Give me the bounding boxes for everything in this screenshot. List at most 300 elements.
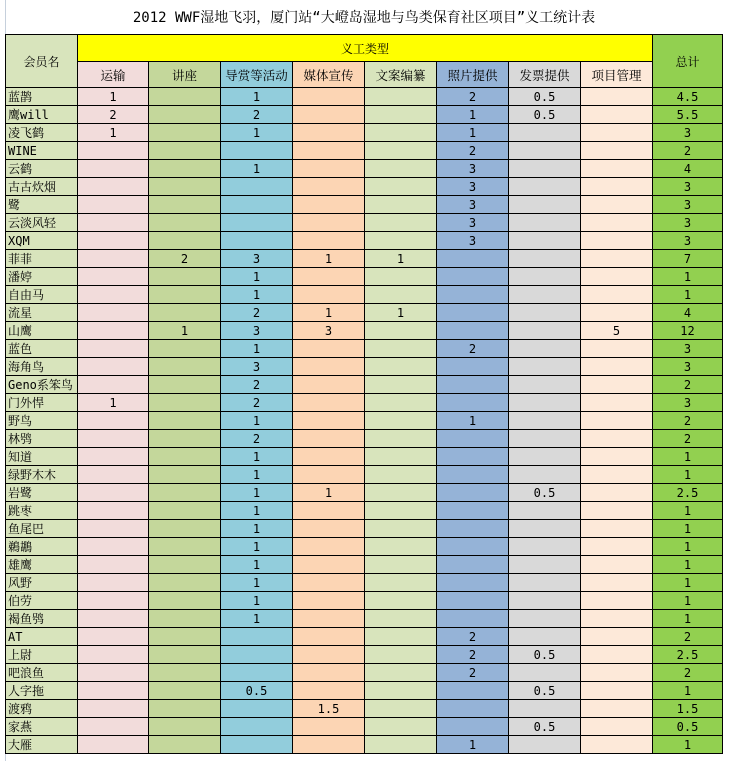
value-cell[interactable]	[78, 466, 149, 484]
value-cell[interactable]	[509, 394, 581, 412]
value-cell[interactable]	[437, 592, 509, 610]
value-cell[interactable]	[149, 394, 221, 412]
header-type-3[interactable]: 媒体宣传	[293, 62, 365, 88]
member-name-cell[interactable]: WINE	[6, 142, 78, 160]
value-cell[interactable]: 1.5	[293, 700, 365, 718]
header-type-7[interactable]: 项目管理	[581, 62, 653, 88]
value-cell[interactable]	[365, 592, 437, 610]
value-cell[interactable]	[293, 376, 365, 394]
value-cell[interactable]	[509, 700, 581, 718]
total-cell[interactable]: 3	[653, 196, 723, 214]
value-cell[interactable]	[78, 214, 149, 232]
value-cell[interactable]: 1	[221, 592, 293, 610]
value-cell[interactable]	[149, 592, 221, 610]
value-cell[interactable]	[437, 250, 509, 268]
member-name-cell[interactable]: 蓝色	[6, 340, 78, 358]
value-cell[interactable]: 1	[221, 484, 293, 502]
member-name-cell[interactable]: 伯劳	[6, 592, 78, 610]
value-cell[interactable]	[78, 376, 149, 394]
value-cell[interactable]	[581, 430, 653, 448]
value-cell[interactable]	[149, 376, 221, 394]
value-cell[interactable]: 1	[221, 412, 293, 430]
value-cell[interactable]	[221, 232, 293, 250]
value-cell[interactable]	[149, 484, 221, 502]
value-cell[interactable]	[365, 520, 437, 538]
member-name-cell[interactable]: 上尉	[6, 646, 78, 664]
value-cell[interactable]	[149, 448, 221, 466]
value-cell[interactable]: 1	[221, 574, 293, 592]
value-cell[interactable]	[221, 736, 293, 754]
value-cell[interactable]	[78, 538, 149, 556]
value-cell[interactable]	[149, 232, 221, 250]
value-cell[interactable]	[365, 232, 437, 250]
value-cell[interactable]: 0.5	[509, 646, 581, 664]
value-cell[interactable]: 1	[293, 484, 365, 502]
value-cell[interactable]: 3	[437, 178, 509, 196]
value-cell[interactable]	[365, 484, 437, 502]
value-cell[interactable]	[581, 700, 653, 718]
value-cell[interactable]	[437, 574, 509, 592]
total-cell[interactable]: 0.5	[653, 718, 723, 736]
header-type-1[interactable]: 讲座	[149, 62, 221, 88]
value-cell[interactable]	[365, 556, 437, 574]
value-cell[interactable]	[437, 484, 509, 502]
value-cell[interactable]	[293, 142, 365, 160]
value-cell[interactable]	[221, 646, 293, 664]
value-cell[interactable]	[149, 304, 221, 322]
value-cell[interactable]	[78, 448, 149, 466]
member-name-cell[interactable]: 鱼尾巴	[6, 520, 78, 538]
value-cell[interactable]: 1	[437, 736, 509, 754]
value-cell[interactable]: 1	[78, 124, 149, 142]
member-name-cell[interactable]: 野鸟	[6, 412, 78, 430]
value-cell[interactable]: 1	[221, 124, 293, 142]
value-cell[interactable]	[437, 322, 509, 340]
value-cell[interactable]: 1	[221, 520, 293, 538]
value-cell[interactable]	[365, 358, 437, 376]
value-cell[interactable]: 3	[437, 232, 509, 250]
value-cell[interactable]	[365, 286, 437, 304]
value-cell[interactable]	[581, 232, 653, 250]
value-cell[interactable]	[509, 124, 581, 142]
value-cell[interactable]	[365, 736, 437, 754]
value-cell[interactable]	[581, 520, 653, 538]
value-cell[interactable]	[509, 502, 581, 520]
value-cell[interactable]	[437, 538, 509, 556]
member-name-cell[interactable]: 菲菲	[6, 250, 78, 268]
value-cell[interactable]: 1	[221, 556, 293, 574]
total-cell[interactable]: 4	[653, 304, 723, 322]
value-cell[interactable]	[581, 646, 653, 664]
value-cell[interactable]	[437, 448, 509, 466]
value-cell[interactable]	[437, 304, 509, 322]
value-cell[interactable]: 2	[221, 376, 293, 394]
value-cell[interactable]	[78, 304, 149, 322]
value-cell[interactable]: 1	[365, 250, 437, 268]
value-cell[interactable]	[78, 286, 149, 304]
value-cell[interactable]	[509, 268, 581, 286]
value-cell[interactable]	[365, 196, 437, 214]
value-cell[interactable]	[149, 430, 221, 448]
value-cell[interactable]	[437, 556, 509, 574]
total-cell[interactable]: 3	[653, 232, 723, 250]
value-cell[interactable]	[437, 430, 509, 448]
value-cell[interactable]: 1	[293, 304, 365, 322]
value-cell[interactable]	[437, 268, 509, 286]
value-cell[interactable]: 2	[221, 304, 293, 322]
value-cell[interactable]	[149, 286, 221, 304]
value-cell[interactable]	[581, 160, 653, 178]
value-cell[interactable]: 0.5	[221, 682, 293, 700]
value-cell[interactable]	[78, 232, 149, 250]
value-cell[interactable]	[293, 88, 365, 106]
value-cell[interactable]: 2	[437, 664, 509, 682]
value-cell[interactable]	[293, 538, 365, 556]
value-cell[interactable]	[581, 484, 653, 502]
value-cell[interactable]	[221, 214, 293, 232]
member-name-cell[interactable]: 古古炊烟	[6, 178, 78, 196]
value-cell[interactable]	[509, 520, 581, 538]
value-cell[interactable]	[509, 736, 581, 754]
value-cell[interactable]: 2	[149, 250, 221, 268]
member-name-cell[interactable]: 鵜鶘	[6, 538, 78, 556]
value-cell[interactable]	[78, 682, 149, 700]
value-cell[interactable]	[78, 718, 149, 736]
total-cell[interactable]: 2	[653, 142, 723, 160]
value-cell[interactable]	[581, 466, 653, 484]
member-name-cell[interactable]: 云鹤	[6, 160, 78, 178]
member-name-cell[interactable]: 吧浪鱼	[6, 664, 78, 682]
value-cell[interactable]: 1	[365, 304, 437, 322]
member-name-cell[interactable]: 鹭	[6, 196, 78, 214]
header-type-4[interactable]: 文案编纂	[365, 62, 437, 88]
total-cell[interactable]: 1	[653, 682, 723, 700]
value-cell[interactable]	[149, 736, 221, 754]
member-name-cell[interactable]: 绿野木木	[6, 466, 78, 484]
value-cell[interactable]	[509, 466, 581, 484]
value-cell[interactable]	[78, 556, 149, 574]
value-cell[interactable]	[78, 196, 149, 214]
value-cell[interactable]	[293, 196, 365, 214]
value-cell[interactable]	[78, 160, 149, 178]
value-cell[interactable]	[437, 358, 509, 376]
value-cell[interactable]	[437, 466, 509, 484]
value-cell[interactable]	[149, 178, 221, 196]
total-cell[interactable]: 3	[653, 214, 723, 232]
total-cell[interactable]: 12	[653, 322, 723, 340]
value-cell[interactable]	[581, 88, 653, 106]
value-cell[interactable]	[365, 718, 437, 736]
value-cell[interactable]	[365, 88, 437, 106]
value-cell[interactable]	[149, 538, 221, 556]
value-cell[interactable]	[509, 664, 581, 682]
value-cell[interactable]	[293, 718, 365, 736]
member-name-cell[interactable]: XQM	[6, 232, 78, 250]
value-cell[interactable]	[365, 682, 437, 700]
member-name-cell[interactable]: 鹰will	[6, 106, 78, 124]
member-name-cell[interactable]: 知道	[6, 448, 78, 466]
value-cell[interactable]	[78, 340, 149, 358]
value-cell[interactable]	[581, 718, 653, 736]
total-cell[interactable]: 1	[653, 520, 723, 538]
value-cell[interactable]	[78, 736, 149, 754]
value-cell[interactable]	[78, 574, 149, 592]
value-cell[interactable]	[149, 214, 221, 232]
value-cell[interactable]	[149, 340, 221, 358]
value-cell[interactable]	[293, 628, 365, 646]
value-cell[interactable]	[149, 88, 221, 106]
value-cell[interactable]	[365, 268, 437, 286]
value-cell[interactable]	[293, 448, 365, 466]
value-cell[interactable]: 0.5	[509, 484, 581, 502]
total-cell[interactable]: 1	[653, 736, 723, 754]
value-cell[interactable]	[149, 502, 221, 520]
total-cell[interactable]: 2	[653, 628, 723, 646]
value-cell[interactable]: 3	[437, 196, 509, 214]
value-cell[interactable]: 0.5	[509, 88, 581, 106]
value-cell[interactable]	[149, 268, 221, 286]
value-cell[interactable]	[149, 466, 221, 484]
member-name-cell[interactable]: 云淡风轻	[6, 214, 78, 232]
value-cell[interactable]	[293, 124, 365, 142]
member-name-cell[interactable]: 山鹰	[6, 322, 78, 340]
member-name-cell[interactable]: 蓝鹊	[6, 88, 78, 106]
value-cell[interactable]	[365, 466, 437, 484]
value-cell[interactable]	[221, 142, 293, 160]
value-cell[interactable]	[365, 124, 437, 142]
value-cell[interactable]: 3	[221, 322, 293, 340]
value-cell[interactable]	[365, 448, 437, 466]
value-cell[interactable]	[78, 592, 149, 610]
value-cell[interactable]: 2	[437, 142, 509, 160]
member-name-cell[interactable]: 林鸮	[6, 430, 78, 448]
value-cell[interactable]	[149, 106, 221, 124]
value-cell[interactable]	[509, 250, 581, 268]
value-cell[interactable]	[437, 610, 509, 628]
value-cell[interactable]	[509, 160, 581, 178]
value-cell[interactable]: 1	[437, 106, 509, 124]
total-cell[interactable]: 7	[653, 250, 723, 268]
value-cell[interactable]	[221, 700, 293, 718]
member-name-cell[interactable]: 家燕	[6, 718, 78, 736]
header-volunteer-type[interactable]: 义工类型	[78, 35, 653, 62]
member-name-cell[interactable]: 人字拖	[6, 682, 78, 700]
value-cell[interactable]	[437, 682, 509, 700]
total-cell[interactable]: 1	[653, 286, 723, 304]
member-name-cell[interactable]: 门外悍	[6, 394, 78, 412]
value-cell[interactable]	[437, 376, 509, 394]
value-cell[interactable]	[149, 358, 221, 376]
total-cell[interactable]: 1	[653, 448, 723, 466]
total-cell[interactable]: 1	[653, 502, 723, 520]
value-cell[interactable]	[78, 430, 149, 448]
total-cell[interactable]: 1	[653, 574, 723, 592]
value-cell[interactable]	[581, 664, 653, 682]
value-cell[interactable]	[437, 520, 509, 538]
member-name-cell[interactable]: 褐鱼鸮	[6, 610, 78, 628]
value-cell[interactable]	[509, 628, 581, 646]
value-cell[interactable]	[581, 250, 653, 268]
member-name-cell[interactable]: 凌飞鹤	[6, 124, 78, 142]
value-cell[interactable]	[509, 412, 581, 430]
total-cell[interactable]: 1	[653, 556, 723, 574]
value-cell[interactable]: 2	[437, 88, 509, 106]
value-cell[interactable]	[365, 340, 437, 358]
value-cell[interactable]	[149, 718, 221, 736]
member-name-cell[interactable]: 风野	[6, 574, 78, 592]
value-cell[interactable]: 2	[221, 394, 293, 412]
value-cell[interactable]: 2	[221, 106, 293, 124]
value-cell[interactable]: 1	[221, 502, 293, 520]
value-cell[interactable]: 1	[78, 394, 149, 412]
value-cell[interactable]	[581, 574, 653, 592]
value-cell[interactable]	[293, 592, 365, 610]
value-cell[interactable]	[149, 646, 221, 664]
value-cell[interactable]	[149, 610, 221, 628]
value-cell[interactable]	[581, 682, 653, 700]
value-cell[interactable]	[149, 628, 221, 646]
value-cell[interactable]: 1	[437, 412, 509, 430]
member-name-cell[interactable]: Geno系笨鸟	[6, 376, 78, 394]
total-cell[interactable]: 1	[653, 466, 723, 484]
sheet-title[interactable]: 2012 WWF湿地飞羽，厦门站“大嶝岛湿地与鸟类保育社区项目”义工统计表	[6, 0, 723, 35]
value-cell[interactable]	[365, 628, 437, 646]
value-cell[interactable]	[293, 286, 365, 304]
value-cell[interactable]	[78, 520, 149, 538]
value-cell[interactable]	[365, 106, 437, 124]
value-cell[interactable]	[293, 430, 365, 448]
total-cell[interactable]: 3	[653, 178, 723, 196]
value-cell[interactable]	[78, 502, 149, 520]
member-name-cell[interactable]: 雄鹰	[6, 556, 78, 574]
value-cell[interactable]	[581, 124, 653, 142]
value-cell[interactable]	[365, 664, 437, 682]
total-cell[interactable]: 2	[653, 430, 723, 448]
value-cell[interactable]	[293, 466, 365, 484]
value-cell[interactable]	[437, 502, 509, 520]
value-cell[interactable]: 1	[221, 88, 293, 106]
value-cell[interactable]	[293, 214, 365, 232]
value-cell[interactable]	[149, 124, 221, 142]
member-name-cell[interactable]: 自由马	[6, 286, 78, 304]
value-cell[interactable]: 1	[221, 286, 293, 304]
value-cell[interactable]: 3	[437, 214, 509, 232]
value-cell[interactable]	[293, 736, 365, 754]
value-cell[interactable]	[581, 538, 653, 556]
value-cell[interactable]	[149, 196, 221, 214]
value-cell[interactable]	[149, 682, 221, 700]
value-cell[interactable]	[509, 376, 581, 394]
member-name-cell[interactable]: 渡鸦	[6, 700, 78, 718]
value-cell[interactable]	[509, 232, 581, 250]
value-cell[interactable]	[78, 664, 149, 682]
value-cell[interactable]: 0.5	[509, 106, 581, 124]
member-name-cell[interactable]: 岩鹭	[6, 484, 78, 502]
total-cell[interactable]: 2.5	[653, 484, 723, 502]
value-cell[interactable]	[78, 700, 149, 718]
value-cell[interactable]: 1	[221, 160, 293, 178]
value-cell[interactable]	[509, 214, 581, 232]
value-cell[interactable]	[293, 268, 365, 286]
member-name-cell[interactable]: 潘婷	[6, 268, 78, 286]
value-cell[interactable]	[509, 448, 581, 466]
value-cell[interactable]	[509, 556, 581, 574]
total-cell[interactable]: 2	[653, 376, 723, 394]
value-cell[interactable]	[365, 178, 437, 196]
value-cell[interactable]	[293, 520, 365, 538]
value-cell[interactable]	[437, 700, 509, 718]
member-name-cell[interactable]: AT	[6, 628, 78, 646]
value-cell[interactable]: 1	[221, 268, 293, 286]
total-cell[interactable]: 1	[653, 268, 723, 286]
value-cell[interactable]	[581, 628, 653, 646]
value-cell[interactable]	[293, 610, 365, 628]
value-cell[interactable]	[581, 214, 653, 232]
value-cell[interactable]	[78, 322, 149, 340]
value-cell[interactable]	[293, 412, 365, 430]
value-cell[interactable]	[581, 502, 653, 520]
value-cell[interactable]	[365, 574, 437, 592]
value-cell[interactable]: 3	[221, 250, 293, 268]
value-cell[interactable]	[293, 646, 365, 664]
member-name-cell[interactable]: 跳枣	[6, 502, 78, 520]
value-cell[interactable]: 3	[293, 322, 365, 340]
value-cell[interactable]	[293, 556, 365, 574]
value-cell[interactable]: 3	[221, 358, 293, 376]
value-cell[interactable]	[581, 142, 653, 160]
value-cell[interactable]	[365, 214, 437, 232]
value-cell[interactable]: 1	[149, 322, 221, 340]
value-cell[interactable]	[221, 718, 293, 736]
value-cell[interactable]	[581, 286, 653, 304]
total-cell[interactable]: 2	[653, 664, 723, 682]
value-cell[interactable]	[581, 736, 653, 754]
value-cell[interactable]	[365, 376, 437, 394]
value-cell[interactable]: 1	[221, 466, 293, 484]
value-cell[interactable]	[581, 268, 653, 286]
value-cell[interactable]	[149, 160, 221, 178]
value-cell[interactable]	[149, 142, 221, 160]
value-cell[interactable]	[509, 142, 581, 160]
member-name-cell[interactable]: 流星	[6, 304, 78, 322]
header-type-2[interactable]: 导赏等活动	[221, 62, 293, 88]
value-cell[interactable]	[78, 250, 149, 268]
total-cell[interactable]: 5.5	[653, 106, 723, 124]
header-type-5[interactable]: 照片提供	[437, 62, 509, 88]
value-cell[interactable]: 1	[221, 610, 293, 628]
value-cell[interactable]: 0.5	[509, 718, 581, 736]
value-cell[interactable]	[365, 322, 437, 340]
value-cell[interactable]	[149, 700, 221, 718]
value-cell[interactable]	[78, 646, 149, 664]
value-cell[interactable]	[581, 304, 653, 322]
value-cell[interactable]	[581, 178, 653, 196]
value-cell[interactable]	[293, 502, 365, 520]
value-cell[interactable]	[293, 106, 365, 124]
value-cell[interactable]	[509, 178, 581, 196]
value-cell[interactable]	[221, 628, 293, 646]
value-cell[interactable]: 2	[78, 106, 149, 124]
header-type-6[interactable]: 发票提供	[509, 62, 581, 88]
value-cell[interactable]	[78, 412, 149, 430]
value-cell[interactable]: 3	[437, 160, 509, 178]
value-cell[interactable]: 1	[221, 340, 293, 358]
value-cell[interactable]	[221, 178, 293, 196]
value-cell[interactable]	[365, 646, 437, 664]
value-cell[interactable]	[581, 556, 653, 574]
value-cell[interactable]	[365, 412, 437, 430]
value-cell[interactable]	[509, 430, 581, 448]
